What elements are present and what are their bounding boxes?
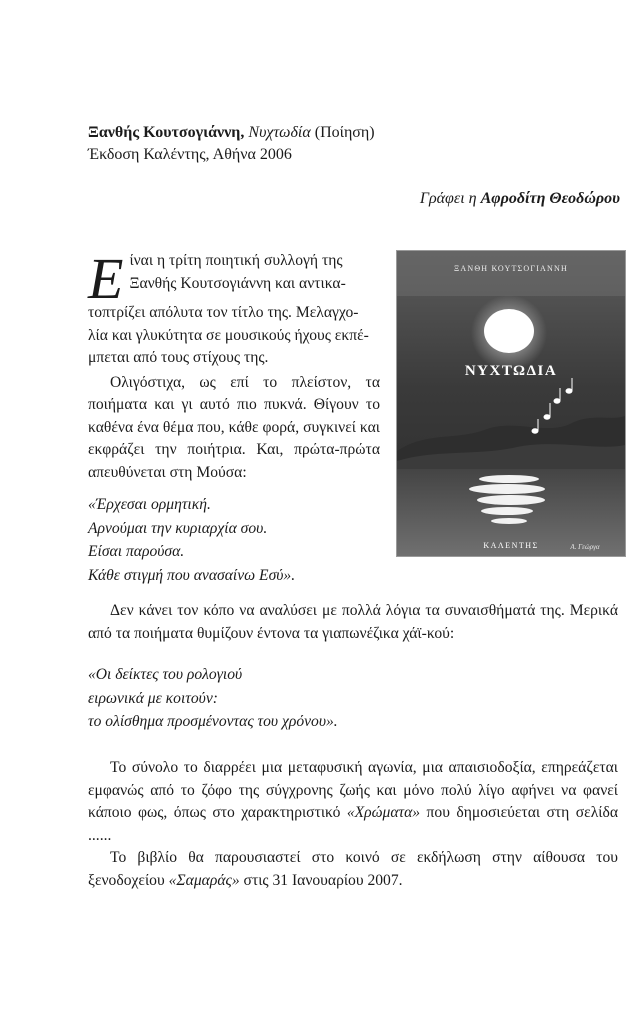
poem-line: «Οι δείκτες του ρολογιού [88, 666, 243, 683]
anguish-text: Το σύνολο το διαρρέει μια μεταφυσική αγωνία, μια απαισιοδοξία, επηρεάζεται εμφανώς από το ζόφο της σύγχρονης ζωής και μόνο πολύ λίγο αφήνει να φανεί κάποιο φως, όπως στο χαρακτηριστικό [88, 759, 618, 821]
poem-line: Κάθε στιγμή που ανασαίνω Εσύ». [88, 566, 296, 584]
cover-publisher: ΚΑΛΕΝΤΗΣ [483, 541, 539, 550]
book-cover-illustration [397, 251, 625, 556]
byline-prefix: Γράφει η [419, 190, 477, 207]
byline-name: Αφροδίτη Θεοδώρου [480, 190, 620, 207]
left-column [88, 246, 380, 484]
paragraph-intro [88, 246, 380, 370]
book-header [88, 122, 375, 166]
cover-author: ΞΑΝΘΗ ΚΟΥΤΣΟΓΙΑΝΝΗ [454, 264, 568, 273]
anguish-text-end: που δημοσιεύεται στη σελίδα ...... [88, 804, 618, 844]
presentation-text: Το βιβλίο θα παρουσιαστεί στο κοινό σε εκδήλωση στην αίθουσα του ξενοδοχείου [88, 849, 618, 889]
byline [420, 190, 620, 208]
cover-signature: Α. Γεώργα [570, 543, 600, 551]
book-cover-image [396, 250, 626, 557]
author-name: Ξανθής Κουτσογιάννη, [88, 124, 245, 141]
intro-line: μπεται από τους στίχους της. [88, 349, 269, 366]
poem-line: Είσαι παρούσα. [88, 543, 185, 560]
paragraph-anguish [88, 757, 618, 847]
intro-line: τοπτρίζει απόλυτα τον τίτλο της. Μελαγχο- [88, 304, 359, 321]
intro-line: λία και γλυκύτητα σε μουσικούς ήχους εκπέ- [88, 326, 369, 344]
paragraph-haiku [88, 600, 618, 645]
book-title-line [88, 122, 375, 144]
paragraph-presentation [88, 847, 618, 892]
moon-icon [484, 309, 534, 353]
poem-line: ειρωνικά με κοιτούν: [88, 689, 218, 707]
poem-line: Αρνούμαι την κυριαρχία σου. [88, 519, 268, 537]
book-title: Νυχτωδία [248, 124, 311, 141]
poem-clock [88, 663, 338, 734]
closing-paragraphs [88, 757, 618, 892]
poem-line: «Έρχεσαι ορμητική. [88, 496, 211, 513]
poem-title-colors: «Χρώματα» [346, 804, 421, 821]
poem-line: το ολίσθημα προσμένοντας του χρόνου». [88, 713, 338, 730]
intro-line: ίναι η τρίτη ποιητική συλλογή της [129, 252, 343, 269]
cover-title: ΝΥΧΤΩΔΙΑ [464, 363, 558, 379]
paragraph-poems: Ολιγόστιχα, ως επί το πλείστον, τα ποιήματα και γι αυτό πιο πυκνά. Θίγουν το καθένα ένα θέμα που, κάθε φορά, συγκινεί και εκφράζει την ποιήτρια. Και, πρώτα-πρώτα απευθύνεται στη Μούσα: [88, 373, 380, 481]
presentation-date: στις 31 Ιανουαρίου 2007. [239, 871, 403, 889]
poem-muse [88, 493, 295, 587]
hotel-name: «Σαμαράς» [168, 871, 240, 889]
drop-cap: Ε [88, 246, 124, 311]
publisher-line: Έκδοση Καλέντης, Αθήνα 2006 [88, 146, 292, 163]
intro-line: Ξανθής Κουτσογιάννη και αντικα- [129, 274, 346, 292]
book-genre: (Ποίηση) [314, 124, 375, 141]
haiku-intro: Δεν κάνει τον κόπο να αναλύσει με πολλά λόγια τα συναισθήματά της. Μερικά από τα ποιήματα θυμίζουν έντονα τα γιαπωνέζικα χάϊ-κού: [88, 602, 618, 642]
